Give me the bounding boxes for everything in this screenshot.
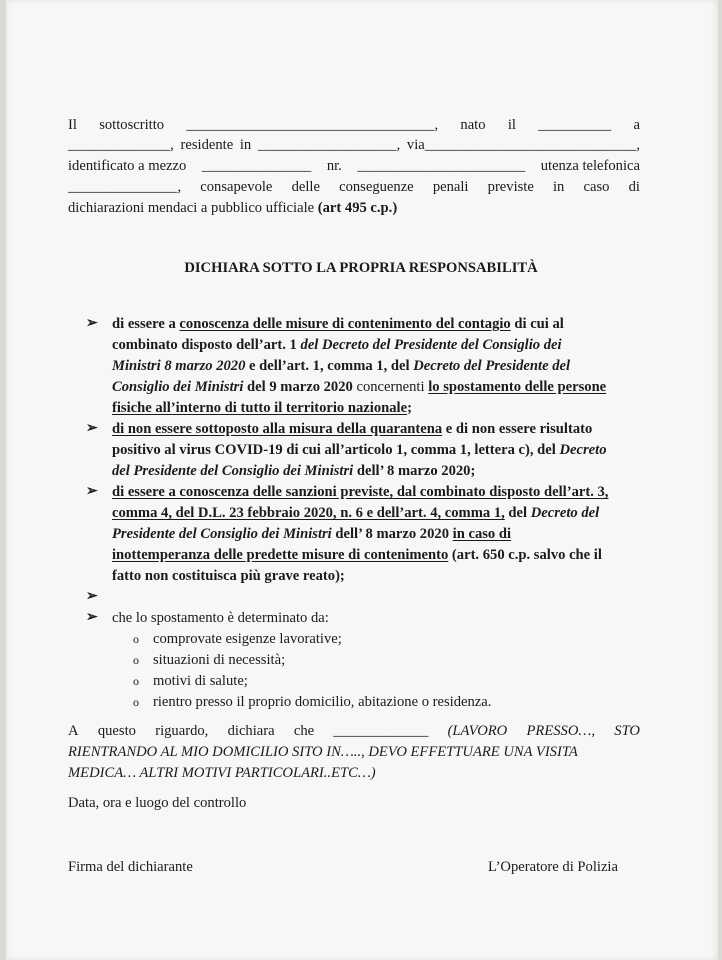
item3-line-1: di essere a conoscenza delle sanzioni previste, dal combinato disposto dell’art. 3, xyxy=(112,484,609,500)
item2-line-1: di non essere sottoposto alla misura della quarantena e di non essere risultato xyxy=(112,421,593,437)
signature-label: Firma del dichiarante xyxy=(68,859,193,875)
sub-item: motivi di salute; xyxy=(153,673,248,689)
closing-line-1: A questo riguardo, dichiara che _____________ (LAVORO PRESSO…, STO xyxy=(68,723,640,739)
header-line-4: _______________, consapevole delle conseguenze penali previste in caso di xyxy=(68,179,640,195)
arrow-bullet-icon: ➢ xyxy=(86,316,98,331)
header-line-3: identificato a mezzo _______________ nr. _______________________ utenza telefonica xyxy=(68,158,640,174)
item3-line-4: inottemperanza delle predette misure di contenimento (art. 650 c.p. salvo che il xyxy=(112,547,602,563)
item1-line-3: Ministri 8 marzo 2020 e dell’art. 1, comma 1, del Decreto del Presidente del xyxy=(112,358,571,374)
arrow-bullet-icon: ➢ xyxy=(86,589,98,604)
item1-line-1: di essere a conoscenza delle misure di contenimento del contagio di cui al xyxy=(112,316,564,332)
circle-bullet-icon: o xyxy=(133,695,139,709)
item1-line-2: combinato disposto dell’art. 1 del Decreto del Presidente del Consiglio dei xyxy=(112,337,562,353)
circle-bullet-icon: o xyxy=(133,653,139,667)
item3-line-5: fatto non costituisca più grave reato); xyxy=(112,568,345,584)
header-line-2: ______________, residente in ___________________, via_____________________________, xyxy=(68,137,640,153)
date-place-label: Data, ora e luogo del controllo xyxy=(68,795,247,811)
closing-line-2: RIENTRANDO AL MIO DOMICILIO SITO IN….., DEVO EFFETTUARE UNA VISITA xyxy=(68,744,578,760)
arrow-bullet-icon: ➢ xyxy=(86,421,98,436)
header-line-5: dichiarazioni mendaci a pubblico ufficiale (art 495 c.p.) xyxy=(68,200,398,216)
item1-line-5: fisiche all’interno di tutto il territorio nazionale; xyxy=(112,400,412,416)
sub-item: comprovate esigenze lavorative; xyxy=(153,631,342,647)
circle-bullet-icon: o xyxy=(133,674,139,688)
item3-line-3: Presidente del Consiglio dei Ministri dell’ 8 marzo 2020 in caso di xyxy=(112,526,512,542)
item1-line-4: Consiglio dei Ministri del 9 marzo 2020 concernenti lo spostamento delle persone xyxy=(112,379,607,395)
header-line-1: Il sottoscritto __________________________________, nato il __________ a xyxy=(68,117,640,133)
item5-label: che lo spostamento è determinato da: xyxy=(112,610,329,626)
arrow-bullet-icon: ➢ xyxy=(86,610,98,625)
item3-line-2: comma 4, del D.L. 23 febbraio 2020, n. 6 e dell’art. 4, comma 1, del Decreto del xyxy=(112,505,600,521)
sub-item: rientro presso il proprio domicilio, abitazione o residenza. xyxy=(153,694,492,710)
sub-item: situazioni di necessità; xyxy=(153,652,286,668)
arrow-bullet-icon: ➢ xyxy=(86,484,98,499)
closing-line-3: MEDICA… ALTRI MOTIVI PARTICOLARI..ETC…) xyxy=(68,765,376,781)
item2-line-2: positivo al virus COVID-19 di cui all’articolo 1, comma 1, lettera c), del Decreto xyxy=(112,442,607,458)
officer-label: L’Operatore di Polizia xyxy=(488,859,618,875)
item2-line-3: del Presidente del Consiglio dei Ministri dell’ 8 marzo 2020; xyxy=(112,463,476,479)
declaration-title: DICHIARA SOTTO LA PROPRIA RESPONSABILITÀ xyxy=(184,260,538,276)
circle-bullet-icon: o xyxy=(133,632,139,646)
